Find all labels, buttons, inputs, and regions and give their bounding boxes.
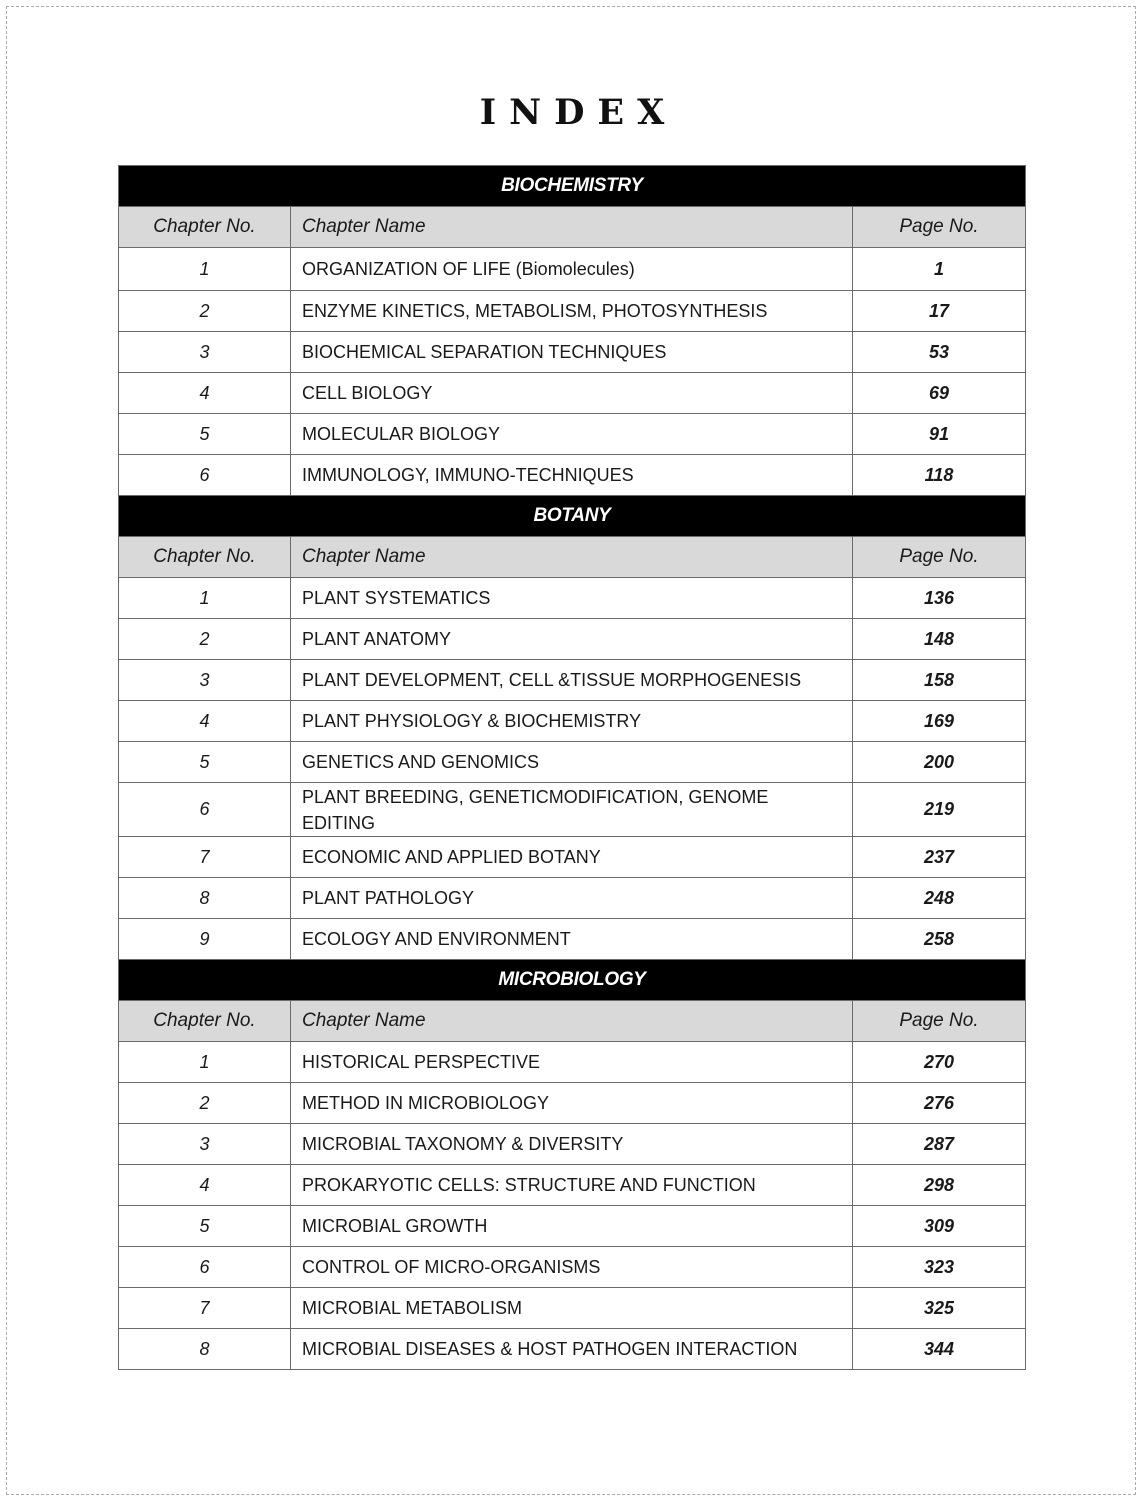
chapter-name: ORGANIZATION OF LIFE (Biomolecules) bbox=[291, 248, 853, 291]
table-row bbox=[119, 619, 1026, 660]
table-row bbox=[119, 373, 1026, 414]
page-number: 287 bbox=[853, 1124, 1026, 1165]
chapter-number: 5 bbox=[119, 414, 291, 455]
chapter-number: 9 bbox=[119, 919, 291, 960]
table-row bbox=[119, 1206, 1026, 1247]
column-header-row bbox=[119, 537, 1026, 578]
section-title: BIOCHEMISTRY bbox=[119, 166, 1026, 207]
table-row bbox=[119, 291, 1026, 332]
chapter-number: 6 bbox=[119, 783, 291, 837]
chapter-name-header: Chapter Name bbox=[291, 537, 853, 578]
chapter-number: 8 bbox=[119, 1329, 291, 1370]
table-row bbox=[119, 701, 1026, 742]
table-row bbox=[119, 1124, 1026, 1165]
chapter-name: MICROBIAL GROWTH bbox=[291, 1206, 853, 1247]
chapter-number: 6 bbox=[119, 455, 291, 496]
chapter-number: 4 bbox=[119, 1165, 291, 1206]
table-row bbox=[119, 332, 1026, 373]
chapter-name: METHOD IN MICROBIOLOGY bbox=[291, 1083, 853, 1124]
page-no-header: Page No. bbox=[853, 537, 1026, 578]
table-row bbox=[119, 455, 1026, 496]
chapter-no-header: Chapter No. bbox=[119, 1001, 291, 1042]
page-no-header: Page No. bbox=[853, 207, 1026, 248]
chapter-number: 8 bbox=[119, 878, 291, 919]
chapter-name: CONTROL OF MICRO-ORGANISMS bbox=[291, 1247, 853, 1288]
page-number: 169 bbox=[853, 701, 1026, 742]
page-number: 258 bbox=[853, 919, 1026, 960]
table-row bbox=[119, 578, 1026, 619]
chapter-name: MICROBIAL METABOLISM bbox=[291, 1288, 853, 1329]
page-number: 118 bbox=[853, 455, 1026, 496]
chapter-number: 7 bbox=[119, 837, 291, 878]
chapter-name: IMMUNOLOGY, IMMUNO-TECHNIQUES bbox=[291, 455, 853, 496]
table-row bbox=[119, 1083, 1026, 1124]
chapter-name: PLANT PHYSIOLOGY & BIOCHEMISTRY bbox=[291, 701, 853, 742]
chapter-name: MICROBIAL DISEASES & HOST PATHOGEN INTERACTION bbox=[291, 1329, 853, 1370]
column-header-row bbox=[119, 1001, 1026, 1042]
section-header-row bbox=[119, 166, 1026, 207]
table-row bbox=[119, 837, 1026, 878]
chapter-name: ECOLOGY AND ENVIRONMENT bbox=[291, 919, 853, 960]
table-row bbox=[119, 1042, 1026, 1083]
chapter-no-header: Chapter No. bbox=[119, 537, 291, 578]
section-title: MICROBIOLOGY bbox=[119, 960, 1026, 1001]
page-number: 270 bbox=[853, 1042, 1026, 1083]
chapter-number: 5 bbox=[119, 742, 291, 783]
table-row bbox=[119, 248, 1026, 291]
section-header-row bbox=[119, 960, 1026, 1001]
chapter-number: 3 bbox=[119, 660, 291, 701]
chapter-name-header: Chapter Name bbox=[291, 1001, 853, 1042]
page-number: 148 bbox=[853, 619, 1026, 660]
table-row bbox=[119, 919, 1026, 960]
chapter-number: 4 bbox=[119, 373, 291, 414]
chapter-name: PLANT PATHOLOGY bbox=[291, 878, 853, 919]
page-number: 344 bbox=[853, 1329, 1026, 1370]
page-number: 219 bbox=[853, 783, 1026, 837]
page-number: 237 bbox=[853, 837, 1026, 878]
chapter-number: 4 bbox=[119, 701, 291, 742]
chapter-name: PLANT SYSTEMATICS bbox=[291, 578, 853, 619]
page-number: 1 bbox=[853, 248, 1026, 291]
table-row bbox=[119, 1165, 1026, 1206]
chapter-name: CELL BIOLOGY bbox=[291, 373, 853, 414]
index-table bbox=[118, 165, 1026, 1370]
page-number: 200 bbox=[853, 742, 1026, 783]
chapter-number: 1 bbox=[119, 1042, 291, 1083]
table-row bbox=[119, 1329, 1026, 1370]
table-row bbox=[119, 878, 1026, 919]
chapter-number: 6 bbox=[119, 1247, 291, 1288]
chapter-number: 3 bbox=[119, 332, 291, 373]
chapter-name: PLANT DEVELOPMENT, CELL &TISSUE MORPHOGENESIS bbox=[291, 660, 853, 701]
chapter-number: 2 bbox=[119, 291, 291, 332]
chapter-name: PLANT ANATOMY bbox=[291, 619, 853, 660]
chapter-number: 1 bbox=[119, 248, 291, 291]
chapter-number: 2 bbox=[119, 619, 291, 660]
chapter-number: 5 bbox=[119, 1206, 291, 1247]
chapter-number: 1 bbox=[119, 578, 291, 619]
table-row bbox=[119, 783, 1026, 837]
section-header-row bbox=[119, 496, 1026, 537]
chapter-name: MOLECULAR BIOLOGY bbox=[291, 414, 853, 455]
page-number: 276 bbox=[853, 1083, 1026, 1124]
chapter-name: ECONOMIC AND APPLIED BOTANY bbox=[291, 837, 853, 878]
index-table-body bbox=[119, 166, 1026, 1370]
page-number: 136 bbox=[853, 578, 1026, 619]
chapter-name: ENZYME KINETICS, METABOLISM, PHOTOSYNTHESIS bbox=[291, 291, 853, 332]
chapter-name-header: Chapter Name bbox=[291, 207, 853, 248]
page-number: 17 bbox=[853, 291, 1026, 332]
chapter-name: BIOCHEMICAL SEPARATION TECHNIQUES bbox=[291, 332, 853, 373]
table-row bbox=[119, 1288, 1026, 1329]
page-number: 53 bbox=[853, 332, 1026, 373]
chapter-name: MICROBIAL TAXONOMY & DIVERSITY bbox=[291, 1124, 853, 1165]
chapter-number: 2 bbox=[119, 1083, 291, 1124]
column-header-row bbox=[119, 207, 1026, 248]
chapter-name: PLANT BREEDING, GENETICMODIFICATION, GENOME EDITING bbox=[291, 783, 853, 837]
page-number: 309 bbox=[853, 1206, 1026, 1247]
table-row bbox=[119, 742, 1026, 783]
section-title: BOTANY bbox=[119, 496, 1026, 537]
chapter-number: 3 bbox=[119, 1124, 291, 1165]
table-row bbox=[119, 414, 1026, 455]
page-number: 91 bbox=[853, 414, 1026, 455]
table-row bbox=[119, 1247, 1026, 1288]
page-no-header: Page No. bbox=[853, 1001, 1026, 1042]
page-number: 298 bbox=[853, 1165, 1026, 1206]
page-number: 69 bbox=[853, 373, 1026, 414]
page-number: 248 bbox=[853, 878, 1026, 919]
chapter-no-header: Chapter No. bbox=[119, 207, 291, 248]
page-number: 158 bbox=[853, 660, 1026, 701]
chapter-name: PROKARYOTIC CELLS: STRUCTURE AND FUNCTION bbox=[291, 1165, 853, 1206]
table-row bbox=[119, 660, 1026, 701]
page-number: 323 bbox=[853, 1247, 1026, 1288]
chapter-name: HISTORICAL PERSPECTIVE bbox=[291, 1042, 853, 1083]
chapter-number: 7 bbox=[119, 1288, 291, 1329]
page-title: INDEX bbox=[479, 92, 678, 133]
page-number: 325 bbox=[853, 1288, 1026, 1329]
chapter-name: GENETICS AND GENOMICS bbox=[291, 742, 853, 783]
